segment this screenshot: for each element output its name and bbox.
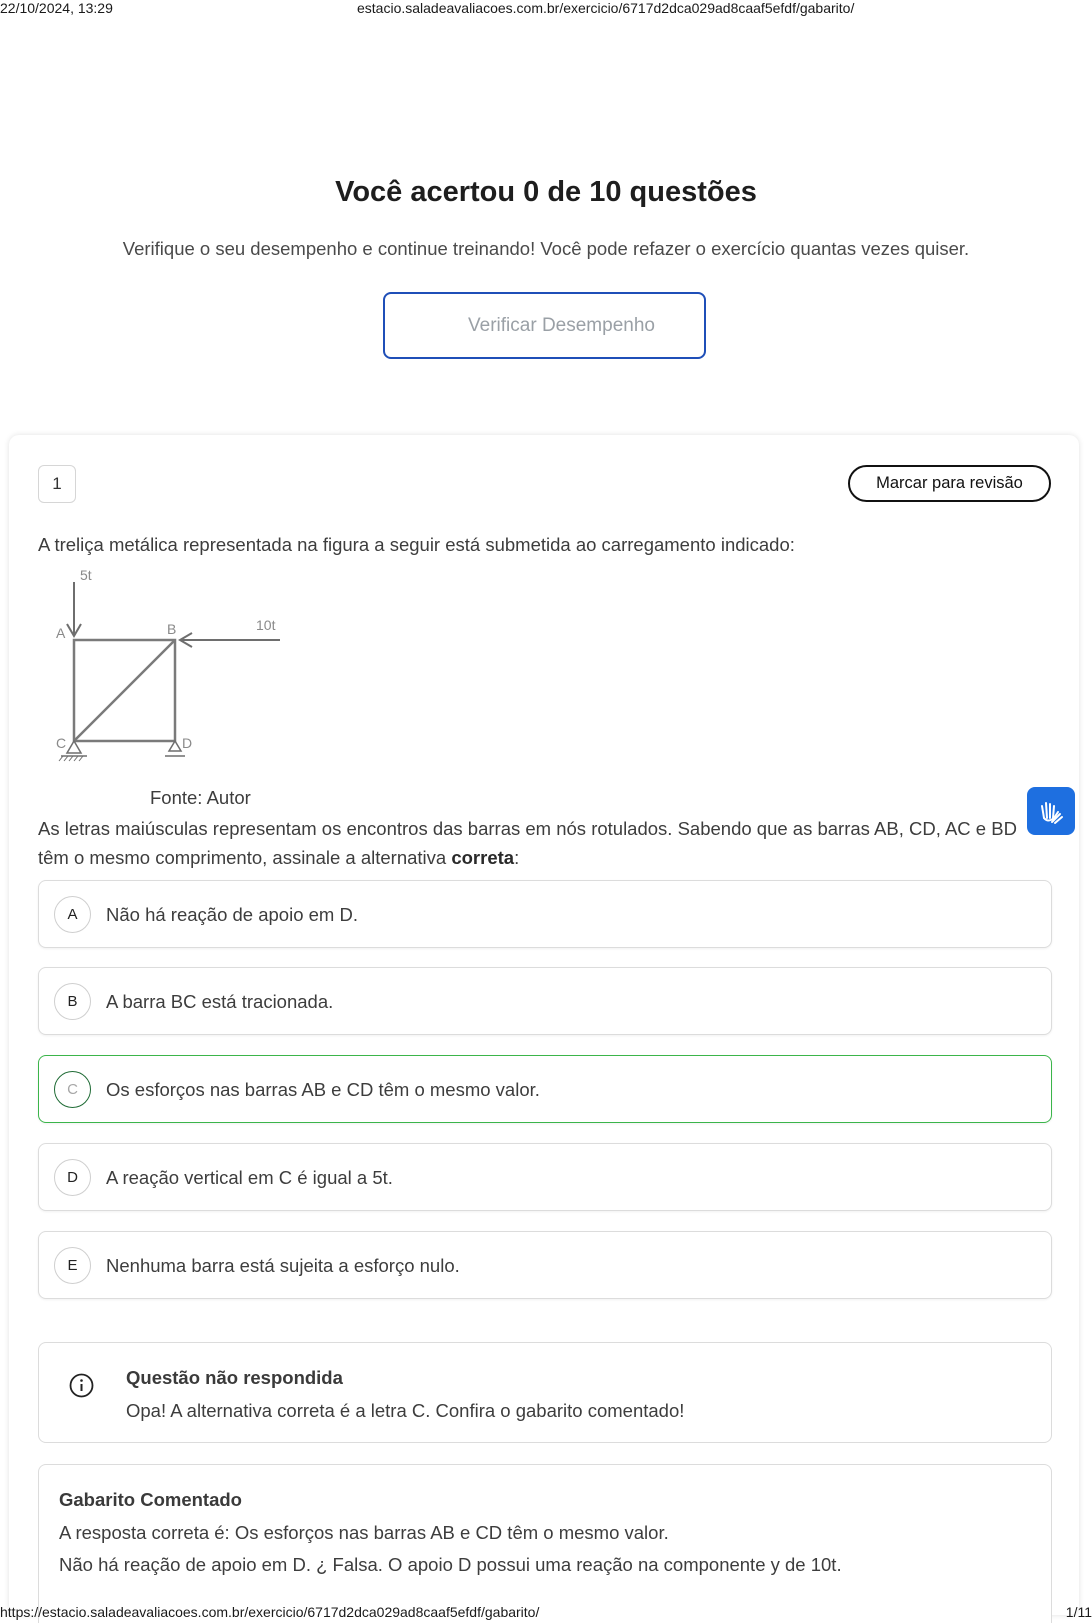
gabarito-explanation: Não há reação de apoio em D. ¿ Falsa. O apoio D possui uma reação na componente y de 10t. [59, 1554, 842, 1575]
label-5t: 5t [80, 567, 92, 583]
result-title: Você acertou 0 de 10 questões [335, 176, 757, 208]
option-text: Nenhuma barra está sujeita a esforço nulo. [106, 1255, 460, 1276]
question-intro: A treliça metálica representada na figura a seguir está submetida ao carregamento indicado: [38, 534, 795, 555]
question-body: As letras maiúsculas representam os encontros das barras em nós rotulados. Sabendo que as barras AB, CD, AC e BD têm o mesmo comprimento, assinale a alternativa correta: [38, 818, 1017, 868]
option-letter: D [54, 1159, 91, 1196]
gabarito-box [38, 1464, 1052, 1623]
option-c-correct[interactable] [38, 1055, 1052, 1123]
node-d-label: D [182, 735, 193, 751]
figure-source: Fonte: Autor [150, 787, 251, 808]
option-letter: C [54, 1071, 91, 1108]
question-number: 1 [38, 465, 76, 503]
option-d[interactable] [38, 1143, 1052, 1211]
page-number: 1/11 [1065, 1604, 1092, 1620]
result-subtitle: Verifique o seu desempenho e continue treinando! Você pode refazer o exercício quantas vezes quiser. [122, 238, 970, 259]
footer-url: https://estacio.saladeavaliacoes.com.br/exercicio/6717d2dca029ad8caaf5efdf/gabarito/ [0, 1604, 540, 1620]
sign-language-icon [1036, 796, 1066, 826]
option-letter: B [54, 983, 91, 1020]
node-c-label: C [56, 735, 67, 751]
verify-performance-button[interactable]: Verificar Desempenho [383, 292, 706, 359]
support-d-icon [169, 741, 181, 751]
node-b-label: B [167, 621, 177, 637]
print-datetime: 22/10/2024, 13:29 [0, 0, 113, 16]
gabarito-answer: A resposta correta é: Os esforços nas barras AB e CD têm o mesmo valor. [59, 1522, 669, 1543]
option-e[interactable] [38, 1231, 1052, 1299]
question-body-emphasis: correta [451, 847, 515, 868]
info-icon [69, 1373, 94, 1398]
node-a-label: A [56, 625, 66, 641]
print-url: estacio.saladeavaliacoes.com.br/exercicio/6717d2dca029ad8caaf5efdf/gabarito/ [357, 0, 855, 16]
support-c-icon [67, 741, 81, 753]
truss-diagonal-bc [74, 640, 175, 741]
truss-figure [52, 566, 302, 772]
option-letter: A [54, 896, 91, 933]
option-text: Os esforços nas barras AB e CD têm o mesmo valor. [106, 1079, 540, 1100]
option-a[interactable] [38, 880, 1052, 948]
accessibility-button[interactable] [1027, 787, 1075, 835]
feedback-box [38, 1342, 1052, 1443]
feedback-title: Questão não respondida [126, 1367, 343, 1388]
label-10t: 10t [256, 617, 276, 633]
print-footer [0, 1604, 1092, 1623]
option-text: A reação vertical em C é igual a 5t. [106, 1167, 393, 1188]
option-text: A barra BC está tracionada. [106, 991, 334, 1012]
print-header [0, 0, 1092, 18]
option-letter: E [54, 1247, 91, 1284]
option-text: Não há reação de apoio em D. [106, 904, 358, 925]
gabarito-title: Gabarito Comentado [59, 1489, 242, 1510]
mark-for-review-button[interactable]: Marcar para revisão [848, 465, 1051, 502]
option-b[interactable] [38, 967, 1052, 1035]
feedback-message: Opa! A alternativa correta é a letra C. Confira o gabarito comentado! [126, 1400, 685, 1421]
